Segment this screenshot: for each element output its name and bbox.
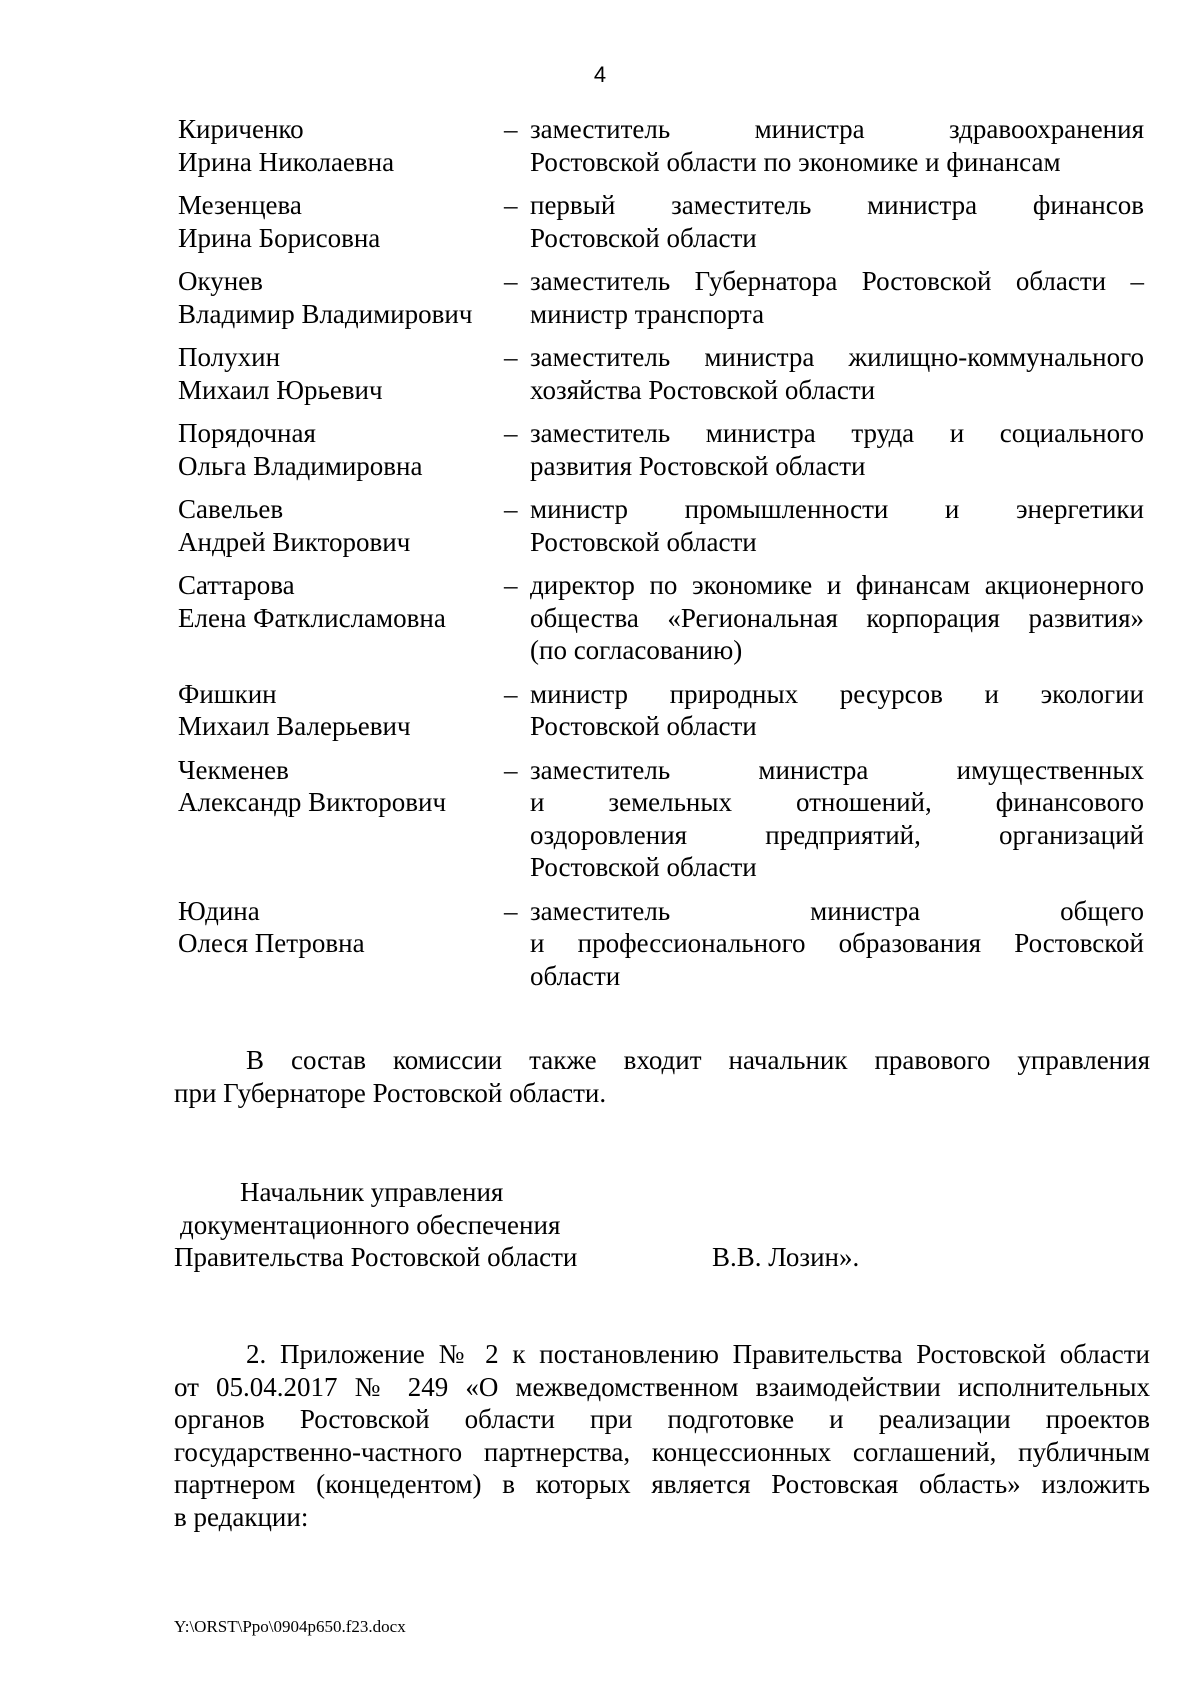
member-given-names: Ольга Владимировна — [178, 450, 423, 481]
member-given-names: Ирина Николаевна — [178, 146, 395, 177]
member-surname: Мезенцева — [178, 190, 302, 220]
member-position — [530, 341, 1144, 406]
member-name — [178, 678, 504, 743]
member-name — [178, 189, 504, 254]
member-surname: Савельев — [178, 494, 284, 524]
signatory-name: В.В. Лозин». — [712, 1242, 860, 1272]
position-line: Ростовской области по экономике и финансам — [530, 146, 1061, 177]
member-name — [178, 265, 504, 330]
position-line: Ростовской области — [530, 526, 757, 557]
member-given-names: Александр Викторович — [178, 787, 447, 817]
position-line: оздоровления предприятий, организаций — [530, 819, 1144, 850]
dash-separator: – — [504, 754, 518, 785]
member-position — [530, 493, 1144, 558]
page-number: 4 — [593, 62, 607, 87]
member-given-names: Ирина Борисовна — [178, 222, 381, 253]
dash-separator: – — [504, 418, 518, 448]
position-line: министр транспорта — [530, 298, 765, 329]
dash-separator: – — [504, 342, 518, 372]
dash-separator: – — [504, 266, 518, 296]
member-position — [530, 895, 1144, 993]
member-row — [178, 569, 1148, 667]
member-position — [530, 113, 1144, 178]
member-surname: Саттарова — [178, 570, 295, 600]
paragraph-line: В состав комиссии также входит начальник правового управления — [246, 1045, 1150, 1075]
paragraph-line: 2. Приложение № 2 к постановлению Правительства Ростовской области — [246, 1339, 1150, 1369]
member-row — [178, 341, 1148, 406]
dash-separator: – — [504, 895, 518, 926]
member-given-names: Андрей Викторович — [178, 526, 411, 557]
position-line: развития Ростовской области — [530, 450, 866, 481]
signature-title-line: Правительства Ростовской области — [174, 1242, 578, 1272]
position-line: области — [530, 960, 621, 991]
commission-members-list — [178, 113, 1148, 1003]
member-surname: Фишкин — [178, 678, 277, 709]
position-line: Ростовской области — [530, 222, 757, 253]
member-name — [178, 754, 504, 884]
member-name — [178, 569, 504, 667]
paragraph-line: партнером (концедентом) в которых является Ростовская область» изложить — [174, 1469, 1150, 1499]
paragraph-line: государственно-частного партнерства, концессионных соглашений, публичным — [174, 1436, 1150, 1467]
member-position — [530, 754, 1144, 884]
position-line: министр природных ресурсов и экологии — [530, 678, 1144, 709]
dash-separator: – — [504, 570, 518, 600]
member-surname: Кириченко — [178, 114, 304, 144]
member-row — [178, 493, 1148, 558]
position-line: хозяйства Ростовской области — [530, 374, 876, 405]
signature-title-line: Начальник управления — [240, 1177, 504, 1207]
signature-block — [174, 1176, 577, 1274]
member-position — [530, 569, 1144, 667]
dash-separator: – — [504, 678, 518, 709]
position-line: общества «Региональная корпорация развития» — [530, 602, 1144, 633]
amendment-paragraph — [174, 1338, 1150, 1533]
member-row — [178, 113, 1148, 178]
member-name — [178, 493, 504, 558]
commission-note-paragraph — [174, 1044, 1150, 1109]
member-given-names: Елена Фатклисламовна — [178, 602, 446, 633]
signature-title-line: документационного обеспечения — [180, 1209, 561, 1240]
member-surname: Полухин — [178, 342, 281, 372]
member-surname: Чекменев — [178, 754, 289, 785]
paragraph-line: от 05.04.2017 № 249 «О межведомственном взаимодействии исполнительных — [174, 1371, 1150, 1402]
member-surname: Порядочная — [178, 418, 316, 448]
member-position — [530, 678, 1144, 743]
member-row — [178, 265, 1148, 330]
member-row — [178, 754, 1148, 884]
member-position — [530, 189, 1144, 254]
position-line: заместитель министра здравоохранения — [530, 114, 1144, 144]
position-line: заместитель Губернатора Ростовской области – — [530, 266, 1144, 296]
dash-separator: – — [504, 494, 518, 524]
position-line: (по согласованию) — [530, 635, 743, 665]
file-path-footer: Y:\ORST\Ppo\0904p650.f23.docx — [174, 1617, 406, 1636]
member-given-names: Владимир Владимирович — [178, 298, 473, 329]
position-line: заместитель министра общего — [530, 895, 1144, 926]
member-given-names: Михаил Валерьевич — [178, 711, 411, 741]
member-surname: Окунев — [178, 266, 263, 296]
position-line: директор по экономике и финансам акционерного — [530, 570, 1144, 600]
position-line: заместитель министра имущественных — [530, 754, 1144, 785]
position-line: заместитель министра жилищно-коммунального — [530, 342, 1144, 372]
member-surname: Юдина — [178, 895, 260, 926]
position-line: Ростовской области — [530, 852, 757, 882]
paragraph-line: в редакции: — [174, 1501, 309, 1532]
member-row — [178, 678, 1148, 743]
position-line: и профессионального образования Ростовской — [530, 928, 1144, 958]
position-line: министр промышленности и энергетики — [530, 494, 1144, 524]
member-name — [178, 895, 504, 993]
member-given-names: Михаил Юрьевич — [178, 374, 383, 405]
member-row — [178, 417, 1148, 482]
paragraph-line: органов Ростовской области при подготовке и реализации проектов — [174, 1404, 1150, 1434]
member-name — [178, 341, 504, 406]
member-name — [178, 113, 504, 178]
member-row — [178, 895, 1148, 993]
member-position — [530, 417, 1144, 482]
paragraph-line: при Губернаторе Ростовской области. — [174, 1077, 607, 1108]
dash-separator: – — [504, 190, 518, 220]
member-row — [178, 189, 1148, 254]
position-line: заместитель министра труда и социального — [530, 418, 1144, 448]
member-given-names: Олеся Петровна — [178, 928, 365, 958]
member-position — [530, 265, 1144, 330]
position-line: первый заместитель министра финансов — [530, 190, 1144, 220]
member-name — [178, 417, 504, 482]
dash-separator: – — [504, 114, 518, 144]
position-line: Ростовской области — [530, 711, 757, 741]
position-line: и земельных отношений, финансового — [530, 787, 1144, 817]
